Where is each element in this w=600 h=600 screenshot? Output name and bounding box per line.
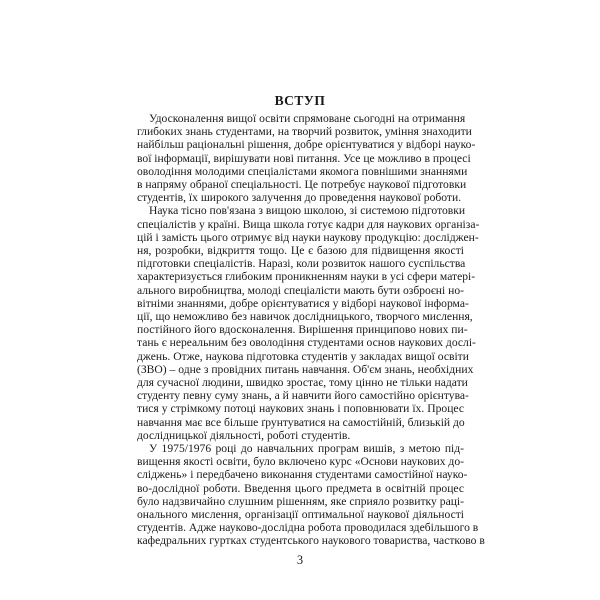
text-line: ції, що неможливо без навичок дослідницького, творчого мислення, bbox=[137, 310, 473, 323]
text-line: дослідницької діяльності, роботі студентів. bbox=[137, 428, 351, 442]
text-line: вої інформації, вирішувати нові питання. Усе це можливо в процесі bbox=[137, 151, 471, 165]
text-line: глибоких знань студентами, на творчий розвиток, уміння знаходити bbox=[137, 125, 472, 139]
text-line: вищення якості освіти, було включено курс «Основи наукових до- bbox=[137, 455, 464, 469]
text-line: студенту певну суму знань, а й навчити його самостійно орієнтува- bbox=[137, 389, 469, 403]
text-line: тань є нереальним без оволодіння студентами основ наукових дослі- bbox=[137, 336, 476, 350]
text-line: (ЗВО) – одне з провідних питань навчання. Об'єм знань, необхідних bbox=[137, 362, 474, 376]
text-line: тися у стрімкому потоці наукових знань і поповнювати їх. Процес bbox=[137, 402, 464, 416]
text-line: було надзвичайно слушним рішенням, яке сприяло розвитку раці- bbox=[137, 494, 464, 508]
text-line: оволодіння молодими спеціалістами якомога повнішими знаннями bbox=[137, 164, 468, 178]
text-line: в напряму обраної спеціальності. Це потребує наукової підготовки bbox=[137, 178, 467, 191]
text-line: сліджень» і передбачено виконання студентами самостійної науко- bbox=[137, 468, 468, 482]
page-number: 3 bbox=[296, 553, 304, 567]
text-line: во-дослідної роботи. Введення цього предмета в освітній процес bbox=[137, 481, 464, 495]
text-line: постійного його вдосконалення. Вирішення принципово нових пи- bbox=[137, 323, 468, 337]
text-line: У 1975/1976 році до навчальних програм вишів, з метою під- bbox=[149, 442, 464, 455]
text-line: студентів. Адже науково-дослідна робота проводилася здебільшого в bbox=[137, 521, 479, 535]
text-line: спеціалістів у країні. Вища школа готує кадри для наукових організа- bbox=[137, 217, 480, 231]
text-line: кафедральних гуртках студентського наукового товариства, частково в bbox=[137, 534, 485, 548]
text-line: Наука тісно пов'язана з вищою школою, зі системою підготовки bbox=[149, 204, 466, 218]
text-line: джень. Отже, наукова підготовка студентів у закладах вищої освіти bbox=[137, 349, 469, 363]
text-line: студентів, їх широкого залучення до проведення наукової роботи. bbox=[137, 191, 462, 205]
text-line: найбільш раціональні рішення, добре орієнтуватися у відборі науко- bbox=[137, 138, 476, 152]
text-line: вітніми знаннями, добре орієнтуватися у відборі наукової інформа- bbox=[137, 296, 469, 310]
text-line: ального виробництва, молоді спеціалісти мають бути озброєні но- bbox=[137, 283, 464, 297]
chapter-heading: ВСТУП bbox=[274, 93, 326, 108]
text-line: Удосконалення вищої освіти спрямоване сьогодні на отримання bbox=[149, 112, 466, 125]
text-line: цій і замість цього отримує від науки наукову продукцію: досліджен- bbox=[137, 230, 479, 244]
text-line: онального мислення, організації оптимальної наукової діяльності bbox=[137, 508, 464, 521]
text-line: навчання має все більше ґрунтуватися на самостійній, близькій до bbox=[137, 415, 465, 429]
text-line: підготовки спеціалістів. Наразі, коли розвиток нашого суспільства bbox=[137, 257, 466, 271]
text-line: характеризується глибоким проникненням науки в усі сфери матері- bbox=[137, 270, 476, 284]
text-line: ня, розробки, відкриття тощо. Це є базою для підвищення якості bbox=[137, 244, 464, 257]
text-line: для сучасної людини, швидко зростає, тому цінно не тільки надати bbox=[137, 376, 468, 389]
